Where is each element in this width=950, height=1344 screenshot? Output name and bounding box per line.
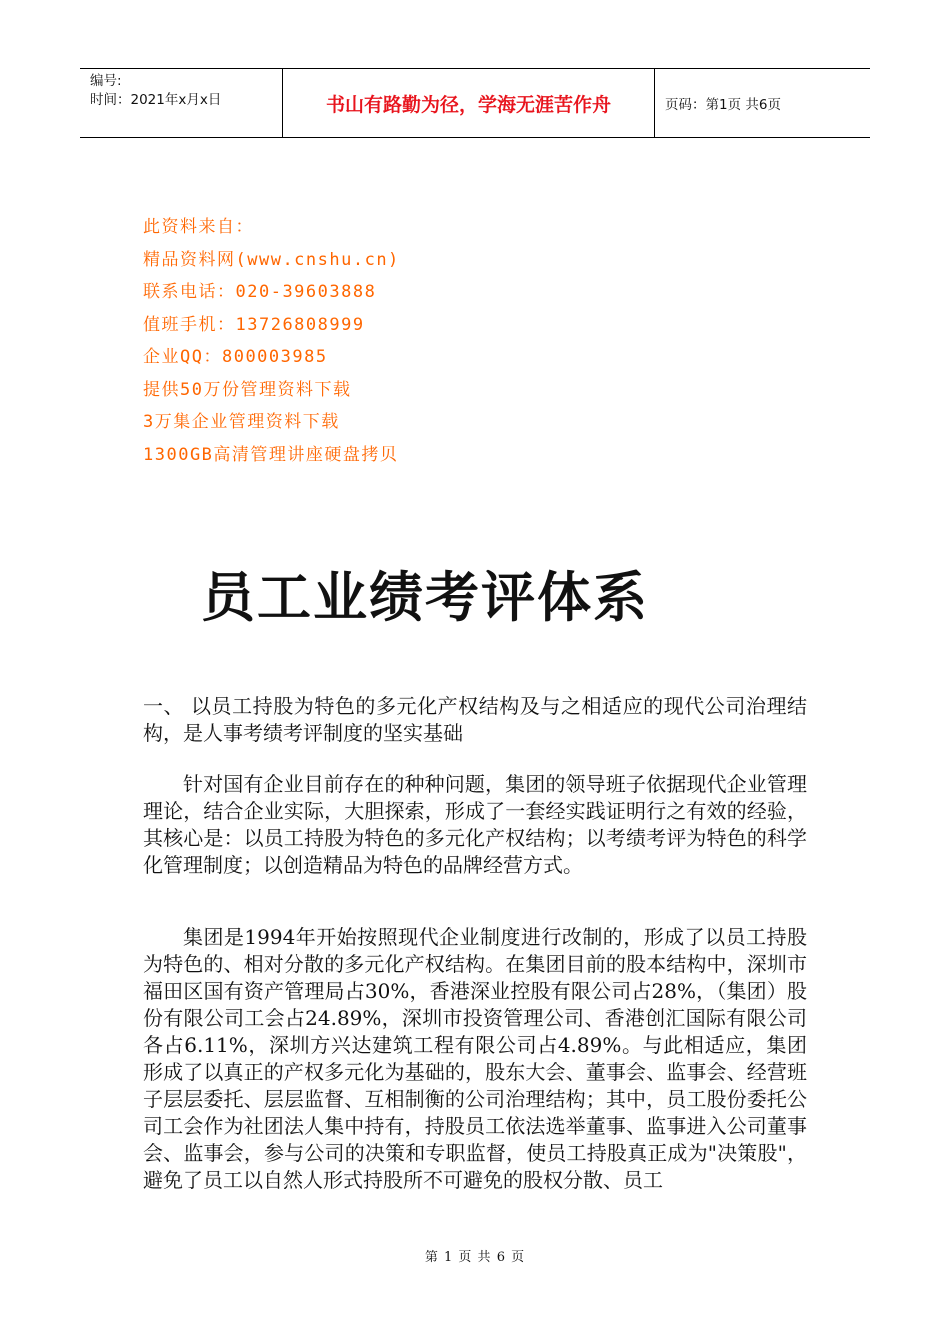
source-line: 精品资料网(www.cnshu.cn) (143, 249, 400, 270)
source-line: 联系电话：020-39603888 (143, 282, 377, 302)
header-number-label: 编号: (90, 73, 122, 89)
header-time-label: 时间：2021年x月x日 (90, 92, 222, 108)
source-line: 此资料来自： (143, 217, 254, 237)
paragraph: 针对国有企业目前存在的种种问题，集团的领导班子依据现代企业管理理论，结合企业实际，大胆探索，形成了一套经实践证明行之有效的经验，其核心是：以员工持股为特色的多元化产权结构；以考绩考评为特色的科学化管理制度；以创造精品为特色的品牌经营方式。 (143, 772, 807, 877)
section-heading: 一、 以员工持股为特色的多元化产权结构及与之相适应的现代公司治理结构，是人事考绩考评制度的坚实基础 (143, 694, 807, 745)
paragraph: 集团是1994年开始按照现代企业制度进行改制的，形成了以员工持股为特色的、相对分散的多元化产权结构。在集团目前的股本结构中，深圳市福田区国有资产管理局占30%，香港深业控股有限公司占28%，（集团）股份有限公司工会占24.89%，深圳市投资管理公司、香港创汇国际有限公司各占6.11%，深圳方兴达建筑工程有限公司占4.89%。与此相适应，集团形成了以真正的产权多元化为基础的，股东大会、董事会、监事会、经营班子层层委托、层层监督、互相制衡的公司治理结构；其中，员工股份委托公司工会作为社团法人集中持有，持股员工依法选举董事、监事进入公司董事会、监事会，参与公司的决策和专职监督，使员工持股真正成为"决策股"，避免了员工以自然人形式持股所不可避免的股权分散、员工 (143, 925, 807, 1192)
source-line: 3万集企业管理资料下载 (143, 412, 340, 432)
source-line: 值班手机：13726808999 (143, 314, 365, 335)
page-footer: 第 1 页 共 6 页 (424, 1250, 526, 1265)
source-line: 企业QQ：800003985 (143, 347, 328, 367)
header-meta (80, 69, 282, 137)
source-line: 1300GB高清管理讲座硬盘拷贝 (143, 444, 399, 465)
document-header (80, 68, 870, 138)
header-page-info: 页码：第1页 共6页 (665, 97, 781, 113)
source-info-block (143, 211, 400, 471)
document-title: 员工业绩考评体系 (201, 566, 649, 629)
header-motto: 书山有路勤为径，学海无涯苦作舟 (282, 69, 655, 137)
source-line: 提供50万份管理资料下载 (143, 379, 352, 400)
